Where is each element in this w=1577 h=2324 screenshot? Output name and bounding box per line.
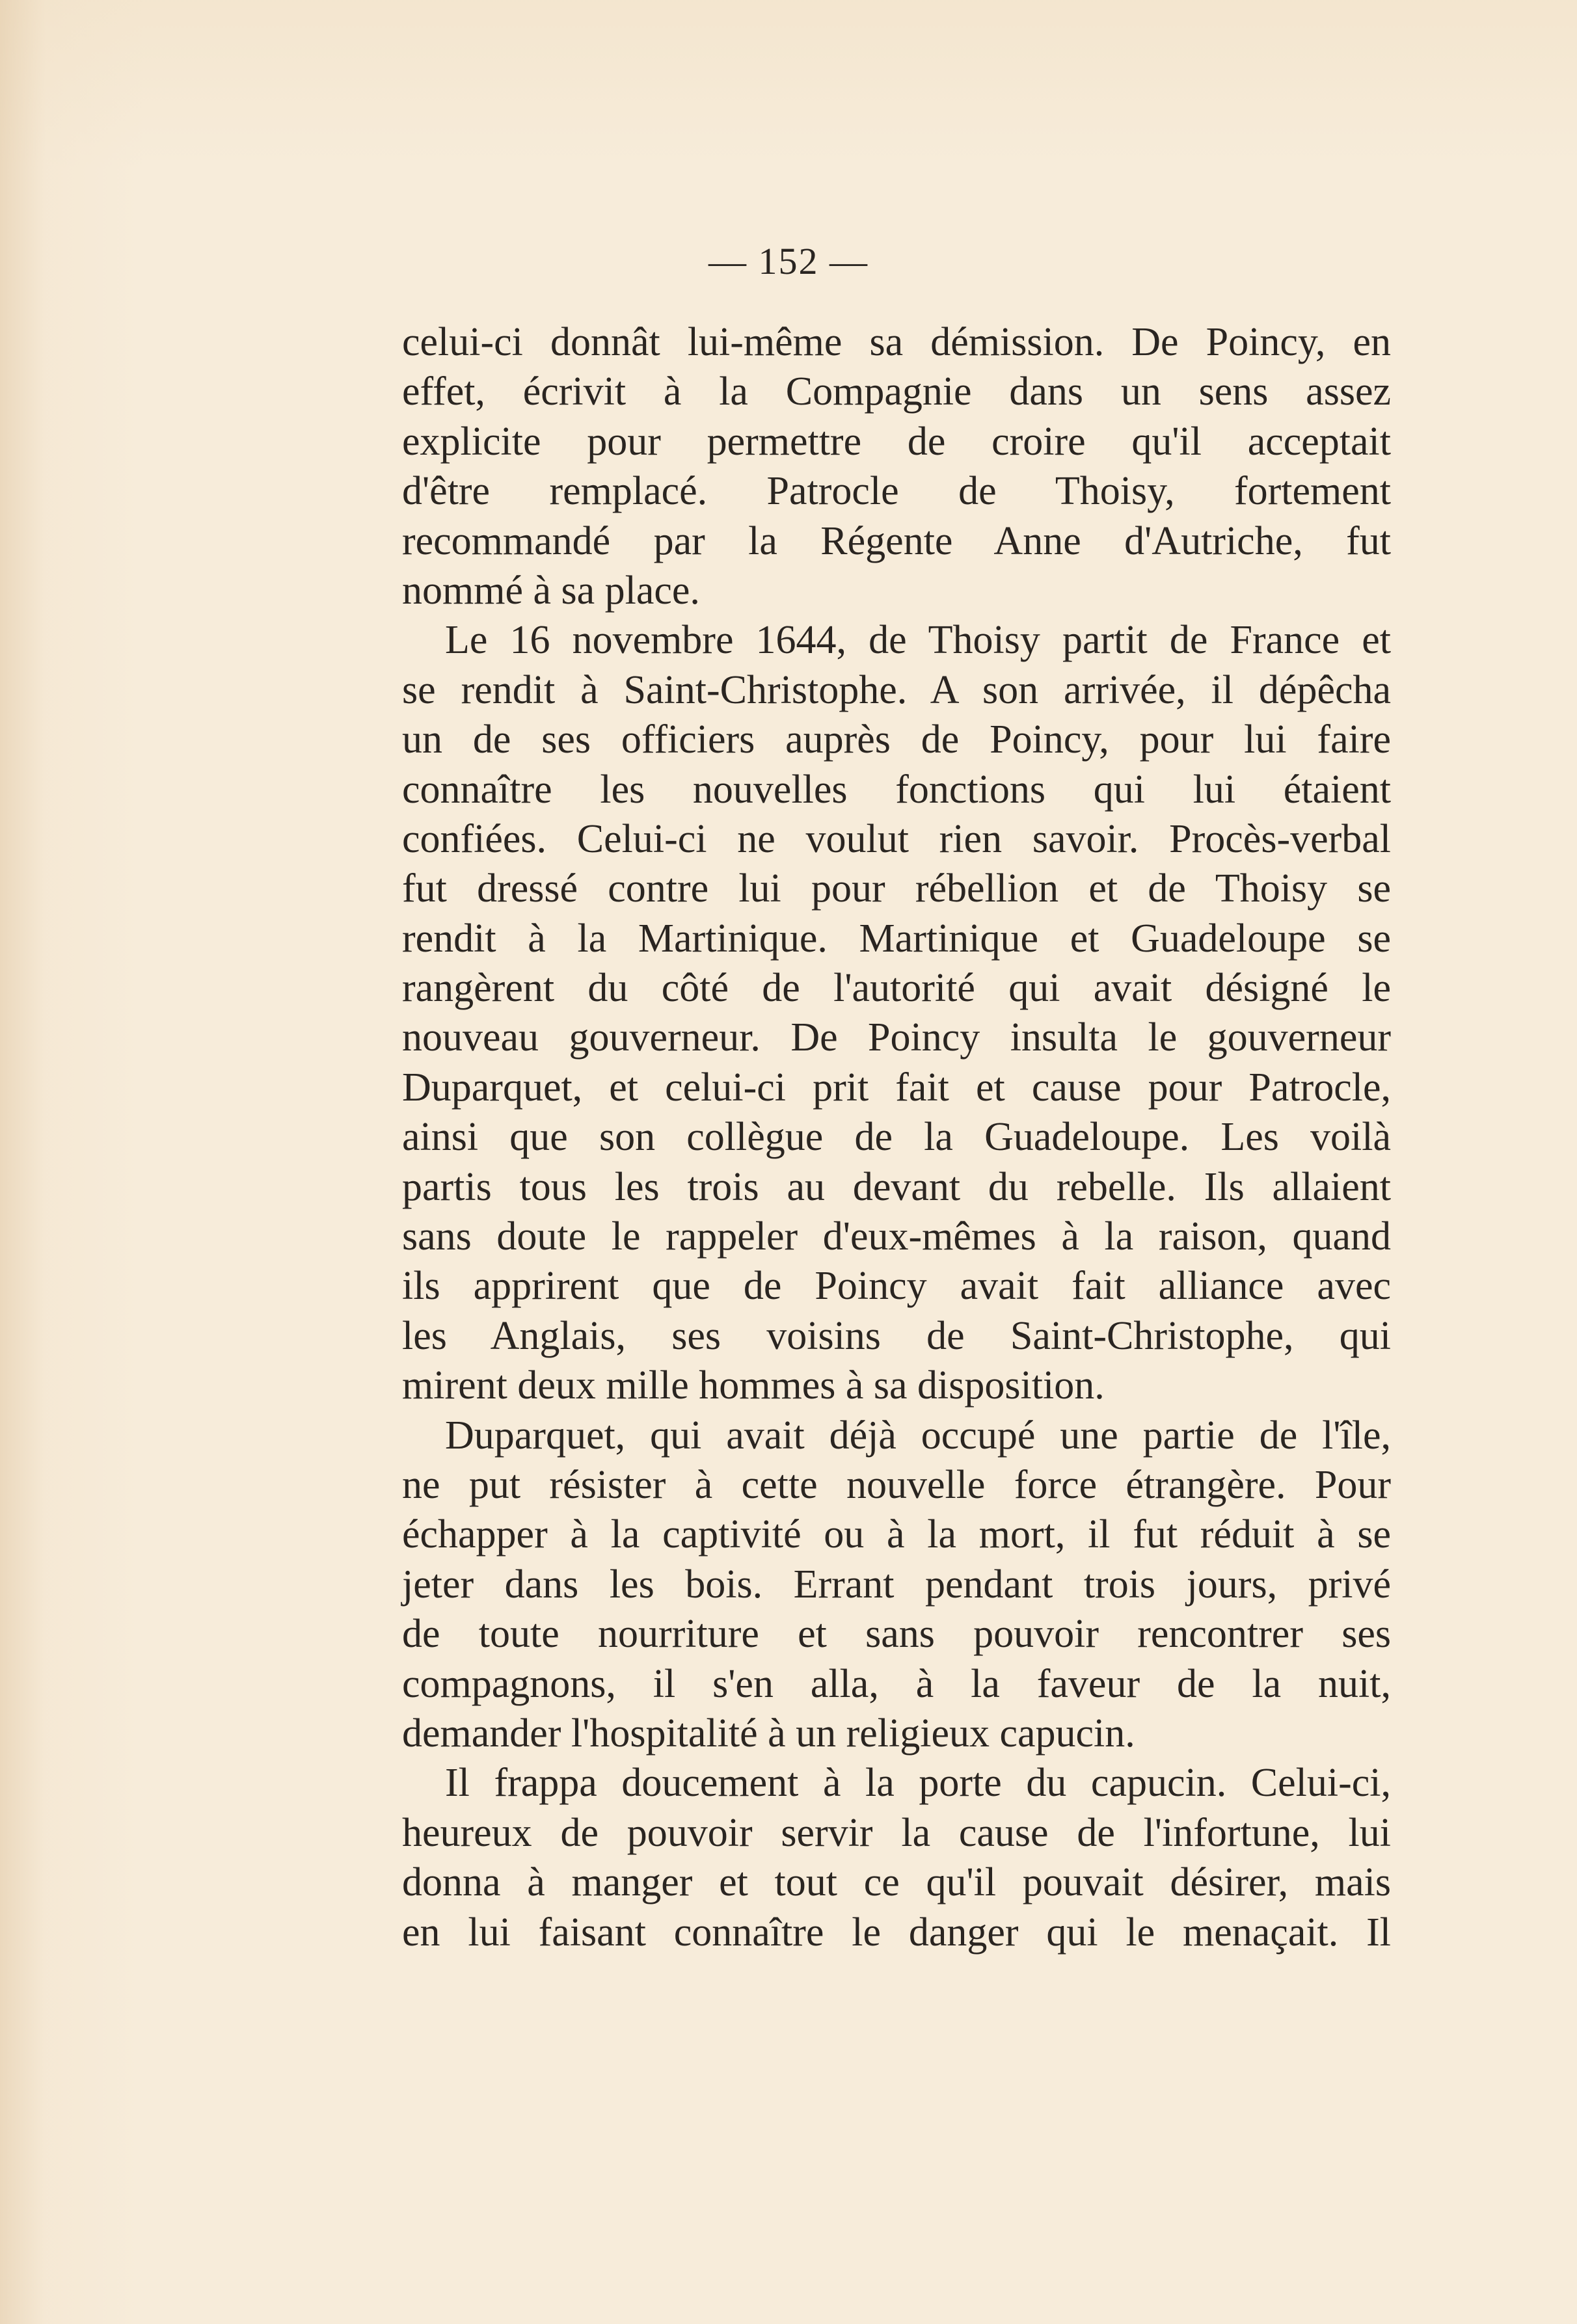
text-line: mirent deux mille hommes à sa disposition. — [402, 1363, 1105, 1408]
text-line: de toute nourriture et sans pouvoir rencontrer ses — [402, 1612, 1391, 1657]
text-line: se rendit à Saint-Christophe. A son arrivée, il dépêcha — [402, 667, 1391, 712]
page-number: — 152 — — [708, 240, 869, 282]
text-line: un de ses officiers auprès de Poincy, pour lui faire — [402, 717, 1391, 762]
text-line: partis tous les trois au devant du rebelle. Ils allaient — [402, 1164, 1391, 1209]
text-line: nouveau gouverneur. De Poincy insulta le gouverneur — [402, 1015, 1391, 1060]
text-line: d'être remplacé. Patrocle de Thoisy, fortement — [402, 469, 1391, 514]
body-text — [402, 317, 1391, 1957]
text-line: jeter dans les bois. Errant pendant trois jours, privé — [402, 1562, 1391, 1607]
paragraph — [402, 317, 1391, 615]
text-line: ainsi que son collègue de la Guadeloupe. Les voilà — [402, 1115, 1391, 1160]
text-line: nommé à sa place. — [402, 568, 700, 613]
text-line: explicite pour permettre de croire qu'il acceptait — [402, 419, 1391, 464]
text-line: effet, écrivit à la Compagnie dans un sens assez — [402, 369, 1391, 414]
text-line: sans doute le rappeler d'eux-mêmes à la raison, quand — [402, 1214, 1391, 1259]
text-line: Duparquet, et celui-ci prit fait et cause pour Patrocle, — [402, 1065, 1391, 1110]
text-line: ne put résister à cette nouvelle force étrangère. Pour — [402, 1462, 1391, 1507]
text-line: Duparquet, qui avait déjà occupé une partie de l'île, — [445, 1413, 1391, 1458]
text-line: rangèrent du côté de l'autorité qui avait désigné le — [402, 966, 1391, 1011]
text-line: fut dressé contre lui pour rébellion et de Thoisy se — [402, 866, 1391, 911]
text-line: demander l'hospitalité à un religieux capucin. — [402, 1711, 1135, 1756]
text-line: connaître les nouvelles fonctions qui lui étaient — [402, 767, 1391, 812]
text-line: compagnons, il s'en alla, à la faveur de la nuit, — [402, 1661, 1391, 1706]
text-line: celui-ci donnât lui-même sa démission. De Poincy, en — [402, 320, 1391, 364]
paragraph — [402, 1411, 1391, 1759]
text-line: recommandé par la Régente Anne d'Autriche, fut — [402, 518, 1391, 563]
text-line: Le 16 novembre 1644, de Thoisy partit de France et — [445, 618, 1391, 663]
paragraph — [402, 615, 1391, 1410]
text-line: en lui faisant connaître le danger qui le menaçait. Il — [402, 1910, 1391, 1955]
text-line: les Anglais, ses voisins de Saint-Christophe, qui — [402, 1313, 1391, 1358]
text-line: confiées. Celui-ci ne voulut rien savoir. Procès-verbal — [402, 816, 1391, 861]
text-line: échapper à la captivité ou à la mort, il fut réduit à se — [402, 1512, 1391, 1557]
text-line: ils apprirent que de Poincy avait fait alliance avec — [402, 1264, 1391, 1309]
paragraph — [402, 1758, 1391, 1957]
text-line: donna à manger et tout ce qu'il pouvait désirer, mais — [402, 1860, 1391, 1905]
text-line: Il frappa doucement à la porte du capucin. Celui-ci, — [445, 1761, 1391, 1806]
text-line: heureux de pouvoir servir la cause de l'infortune, lui — [402, 1810, 1391, 1855]
text-line: rendit à la Martinique. Martinique et Guadeloupe se — [402, 916, 1391, 961]
